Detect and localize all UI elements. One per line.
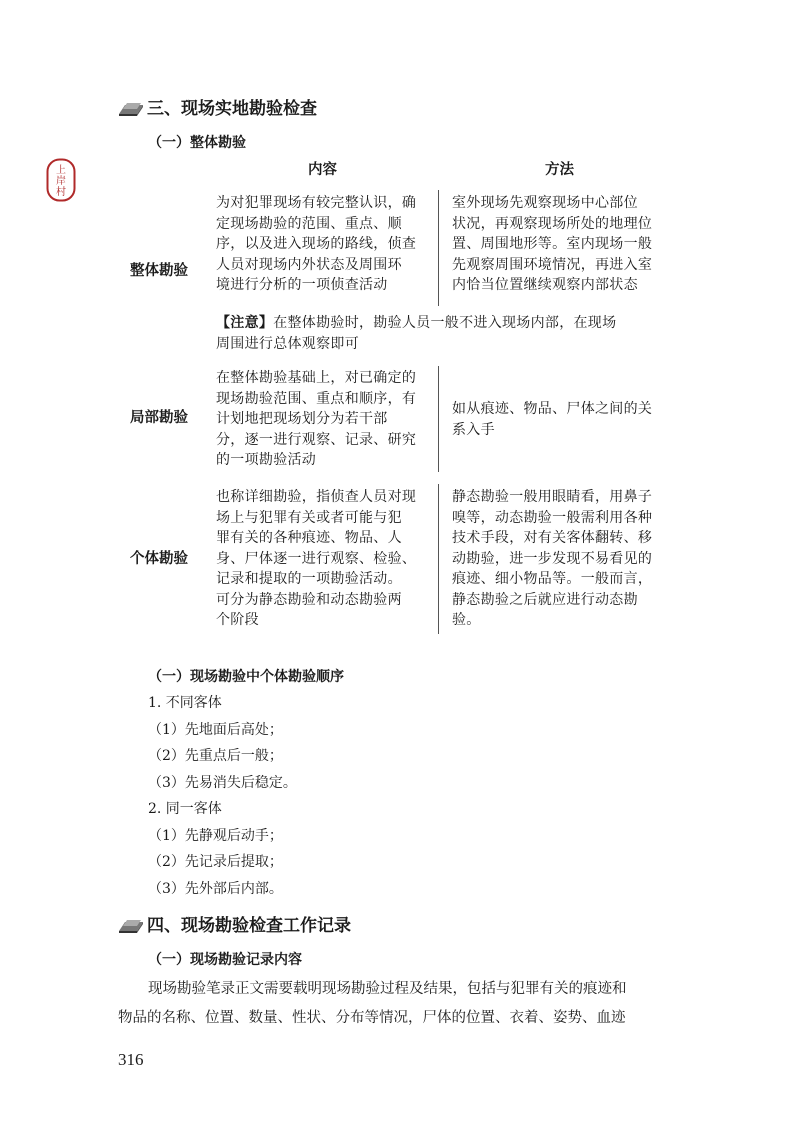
list-item: （2）先重点后一般； [148,748,283,764]
row-partial-method: 如从痕迹、物品、尸体之间的关 系入手 [452,401,653,438]
row-label-partial: 局部勘验 [130,410,188,426]
row-overall-method: 室外现场先观察现场中心部位 状况，再观察现场所处的地理位 置、周围地形等。室内现场一般 先观察周围环境情况，再进入室 内恰当位置继续观察内部状态 [452,195,653,293]
svg-text:岸: 岸 [56,176,66,187]
order-list [148,693,297,905]
row-overall-content: 为对犯罪现场有较完整认识，确 定现场勘验的范围、重点、顺 序，以及进入现场的路线，侦查 人员对现场内外状态及周围环 境进行分析的一项侦查活动 [216,195,417,293]
list-item: 1. 不同客体 [148,695,222,711]
list-item: （3）先易消失后稳定。 [148,774,297,791]
table-divider [438,484,439,634]
table-divider [438,190,439,306]
table-note: 【注意】在整体勘验时，勘验人员一般不进入现场内部，在现场 周围进行总体观察即可 [216,315,617,352]
svg-text:村: 村 [56,187,66,198]
row-label-overall: 整体勘验 [130,263,188,279]
svg-text:上: 上 [56,165,66,176]
list-item: （1）先静观后动手； [148,827,283,844]
subsection-record-content: （一）现场勘验记录内容 [148,952,302,968]
section-four-heading [117,914,351,938]
subsection-individual-order: （一）现场勘验中个体勘验顺序 [148,669,344,685]
note-bracket: 【注意】 [216,315,274,331]
row-label-individual: 个体勘验 [130,551,188,567]
section-three-title: 三、现场实地勘验检查 [147,99,317,119]
table-header-content: 内容 [308,162,337,178]
row-individual-method: 静态勘验一般用眼睛看，用鼻子 嗅等，动态勘验一般需利用各种 技术手段，对有关客体翻转、移 动勘验，进一步发现不易看见的 痕迹、细小物品等。一般而言， 静态勘验之后就应进行动态勘 验。 [452,489,653,628]
seal-stamp [46,158,76,202]
book-stack-icon [117,100,147,118]
section-three-heading [117,97,317,121]
record-paragraph: 现场勘验笔录正文需要载明现场勘验过程及结果，包括与犯罪有关的痕迹和 物品的名称、位置、数量、性状、分布等情况，尸体的位置、衣着、姿势、血迹 [118,981,627,1026]
book-stack-icon [117,917,147,935]
list-item: （3）先外部后内部。 [148,880,283,897]
section-four-title: 四、现场勘验检查工作记录 [147,916,351,936]
list-item: 2. 同一客体 [148,801,222,817]
table-header-method: 方法 [545,162,574,178]
list-item: （2）先记录后提取； [148,854,283,870]
list-item: （1）先地面后高处； [148,721,283,738]
seal-icon [46,158,76,202]
subsection-overall-inspection: （一）整体勘验 [148,135,246,151]
page-number: 316 [118,1050,144,1069]
row-partial-content: 在整体勘验基础上，对已确定的 现场勘验范围、重点和顺序，有 计划地把现场划分为若干部 分，逐一进行观察、记录、研究 的一项勘验活动 [216,370,417,468]
row-individual-content: 也称详细勘验，指侦查人员对现 场上与犯罪有关或者可能与犯 罪有关的各种痕迹、物品、人 身、尸体逐一进行观察、检验、 记录和提取的一项勘验活动。 可分为静态勘验和动态勘验两 个阶段 [216,489,417,628]
table-divider [438,366,439,472]
